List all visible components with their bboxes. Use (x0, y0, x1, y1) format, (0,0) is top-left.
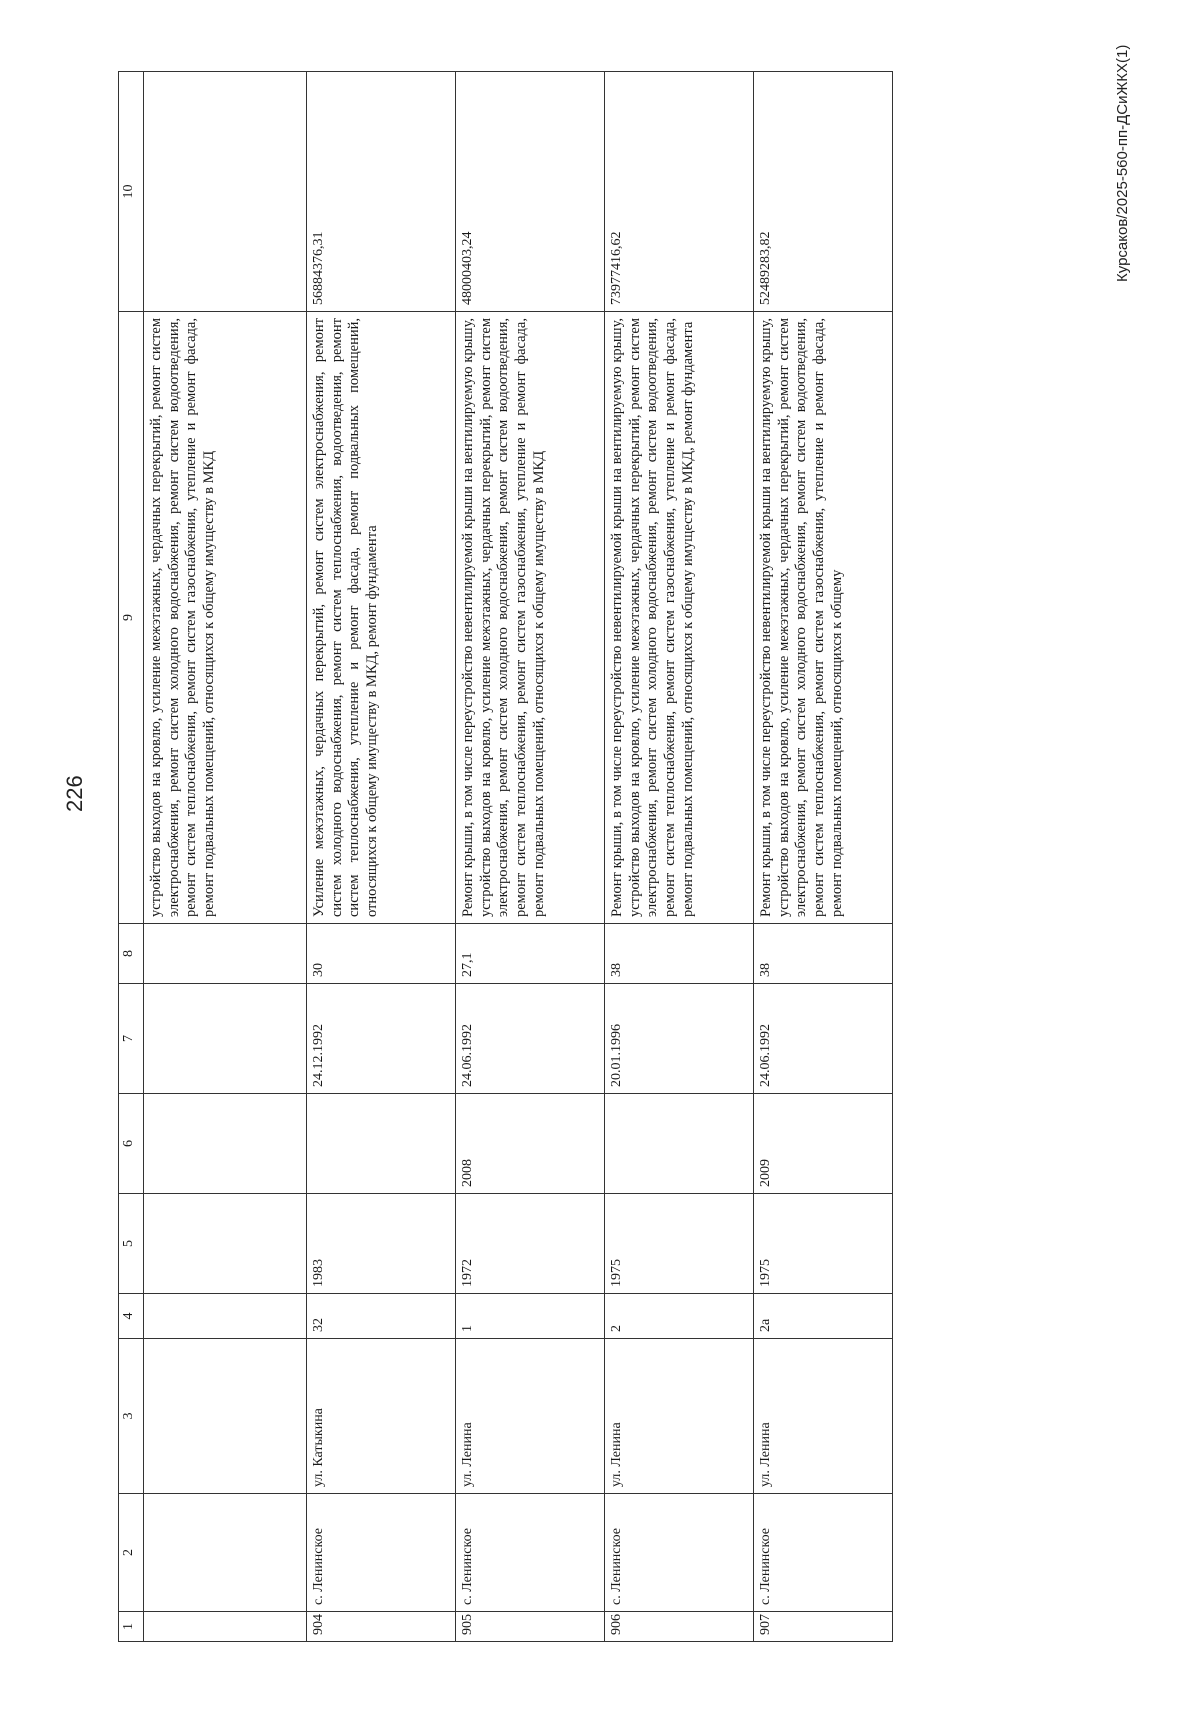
wear-percent: 38 (605, 924, 754, 984)
cell-empty (144, 1294, 307, 1339)
cell-empty (144, 1612, 307, 1642)
column-number: 9 (119, 312, 144, 924)
column-number: 7 (119, 984, 144, 1094)
capital-repair-table (118, 71, 893, 1642)
year-built: 1975 (605, 1194, 754, 1294)
cell-empty (144, 1339, 307, 1494)
settlement: с. Ленинское (605, 1494, 754, 1612)
row-number: 907 (754, 1612, 893, 1642)
column-number-row (119, 72, 144, 1642)
year-last-repair: 2008 (456, 1094, 605, 1194)
document-reference: Курсаков/2025-560-пп-ДСиЖКХ(1) (1114, 44, 1131, 282)
cell-empty (144, 1494, 307, 1612)
cost: 52489283,82 (754, 72, 893, 312)
cell-empty (144, 924, 307, 984)
wear-percent: 38 (754, 924, 893, 984)
house-number: 2 (605, 1294, 754, 1339)
continuation-row (144, 72, 307, 1642)
work-description: Ремонт крыши, в том числе переустройство невентилируемой крыши на вентилируемую крышу, устройство выходов на кровлю, усиление межэтажных, чердачных перекрытий, ремонт систем электроснабжения, ремонт систем холодного водоснабжения, ремонт систем водоотведения, ремонт систем теплоснабжения, ремонт систем газоснабжения, утепление и ремонт фасада, ремонт подвальных помещений, относящихся к общему имуществу в МКД, ремонт фундамента (605, 312, 754, 924)
page-number: 226 (62, 775, 87, 812)
cell-empty (144, 1094, 307, 1194)
column-number: 1 (119, 1612, 144, 1642)
date: 24.12.1992 (307, 984, 456, 1094)
wear-percent: 30 (307, 924, 456, 984)
wear-percent: 27,1 (456, 924, 605, 984)
cost: 48000403,24 (456, 72, 605, 312)
house-number: 2а (754, 1294, 893, 1339)
year-built: 1975 (754, 1194, 893, 1294)
settlement: с. Ленинское (307, 1494, 456, 1612)
column-number: 4 (119, 1294, 144, 1339)
table-row (605, 72, 754, 1642)
cell-empty (144, 1194, 307, 1294)
year-last-repair (307, 1094, 456, 1194)
rotated-table-container (118, 72, 1082, 1642)
house-number: 1 (456, 1294, 605, 1339)
date: 20.01.1996 (605, 984, 754, 1094)
work-description: устройство выходов на кровлю, усиление межэтажных, чердачных перекрытий, ремонт систем электроснабжения, ремонт систем холодного водоснабжения, ремонт систем водоотведения, ремонт систем теплоснабжения, ремонт систем газоснабжения, утепление и ремонт фасада, ремонт подвальных помещений, относящихся к общему имуществу в МКД (144, 312, 307, 924)
column-number: 10 (119, 72, 144, 312)
date: 24.06.1992 (754, 984, 893, 1094)
row-number: 905 (456, 1612, 605, 1642)
work-description: Ремонт крыши, в том числе переустройство невентилируемой крыши на вентилируемую крышу, устройство выходов на кровлю, усиление межэтажных, чердачных перекрытий, ремонт систем электроснабжения, ремонт систем холодного водоснабжения, ремонт систем водоотведения, ремонт систем теплоснабжения, ремонт систем газоснабжения, утепление и ремонт фасада, ремонт подвальных помещений, относящихся к общему имуществу в МКД (456, 312, 605, 924)
year-last-repair: 2009 (754, 1094, 893, 1194)
column-number: 2 (119, 1494, 144, 1612)
cell-empty (144, 72, 307, 312)
column-number: 8 (119, 924, 144, 984)
date: 24.06.1992 (456, 984, 605, 1094)
table-row (456, 72, 605, 1642)
cell-empty (144, 984, 307, 1094)
street: ул. Ленина (605, 1339, 754, 1494)
street: ул. Катыкина (307, 1339, 456, 1494)
house-number: 32 (307, 1294, 456, 1339)
table-row (307, 72, 456, 1642)
table-row (754, 72, 893, 1642)
work-description: Ремонт крыши, в том числе переустройство невентилируемой крыши на вентилируемую крышу, устройство выходов на кровлю, усиление межэтажных, чердачных перекрытий, ремонт систем электроснабжения, ремонт систем холодного водоснабжения, ремонт систем водоотведения, ремонт систем теплоснабжения, ремонт систем газоснабжения, утепление и ремонт фасада, ремонт подвальных помещений, относящихся к общему (754, 312, 893, 924)
row-number: 906 (605, 1612, 754, 1642)
street: ул. Ленина (754, 1339, 893, 1494)
street: ул. Ленина (456, 1339, 605, 1494)
cost: 73977416,62 (605, 72, 754, 312)
column-number: 6 (119, 1094, 144, 1194)
year-built: 1983 (307, 1194, 456, 1294)
settlement: с. Ленинское (456, 1494, 605, 1612)
work-description: Усиление межэтажных, чердачных перекрытий, ремонт систем электроснабжения, ремонт систем холодного водоснабжения, ремонт систем теплоснабжения, водоотведения, ремонт систем теплоснабжения, утепление и ремонт фасада, ремонт подвальных помещений, относящихся к общему имуществу в МКД, ремонт фундамента (307, 312, 456, 924)
column-number: 5 (119, 1194, 144, 1294)
row-number: 904 (307, 1612, 456, 1642)
year-built: 1972 (456, 1194, 605, 1294)
cost: 56884376,31 (307, 72, 456, 312)
settlement: с. Ленинское (754, 1494, 893, 1612)
year-last-repair (605, 1094, 754, 1194)
column-number: 3 (119, 1339, 144, 1494)
